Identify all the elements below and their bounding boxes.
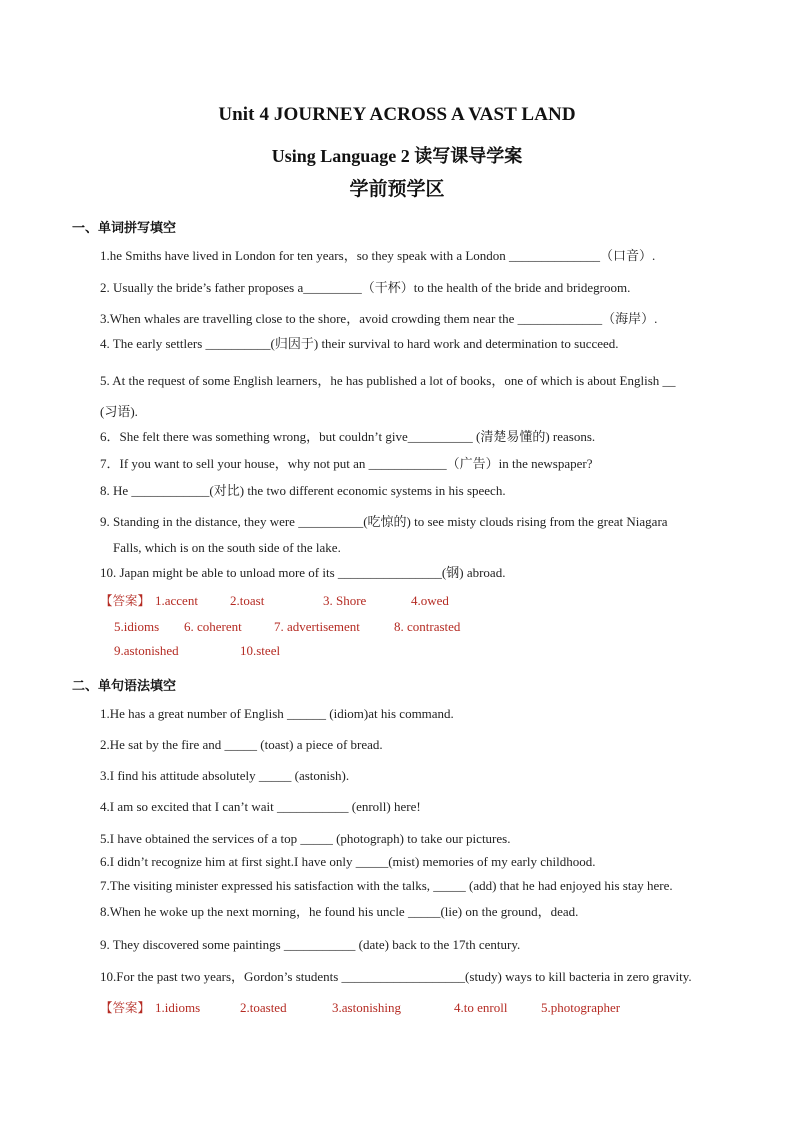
worksheet-subtitle: Using Language 2 读写课导学案 [271, 146, 523, 166]
part1-item-7: 7．If you want to sell your house，why not put an ____________（广告）in the newspaper? [100, 456, 593, 471]
part1-answer-1: 1.accent [155, 593, 198, 608]
part1-answer-5: 5.idioms [114, 619, 160, 634]
part2-item-10: 10.For the past two years，Gordon’s students ___________________(study) ways to kill bacteria in zero gravity. [100, 969, 692, 984]
part2-item-4: 4.I am so excited that I can’t wait ___________ (enroll) here! [100, 799, 421, 814]
part1-answer-8: 8. contrasted [394, 619, 461, 634]
part1-answer-7: 7. advertisement [274, 619, 360, 634]
part1-item-4: 4. The early settlers __________(归因于) their survival to hard work and determination to succeed. [100, 336, 619, 351]
part1-answer-3: 3. Shore [323, 593, 367, 608]
part1-item-6: 6．She felt there was something wrong，but couldn’t give__________ (清楚易懂的) reasons. [100, 429, 596, 444]
part2-item-7: 7.The visiting minister expressed his satisfaction with the talks, _____ (add) that he had enjoyed his stay here. [100, 878, 673, 893]
part1-item-9-cont: Falls, which is on the south side of the lake. [113, 540, 341, 555]
part1-heading: 一、单词拼写填空 [72, 221, 177, 236]
part1-answer-6: 6. coherent [184, 619, 242, 634]
part2-answer-1: 1.idioms [155, 1000, 201, 1015]
part1-item-5: 5. At the request of some English learners，he has published a lot of books，one of which is about English __ [100, 373, 676, 388]
part1-answer-4: 4.owed [411, 593, 449, 608]
part1-answer-10: 10.steel [240, 643, 281, 658]
part1-item-5-cont: (习语). [100, 404, 138, 419]
part2-answer-5: 5.photographer [541, 1000, 621, 1015]
part2-heading: 二、单句语法填空 [72, 679, 177, 694]
part2-item-2: 2.He sat by the fire and _____ (toast) a piece of bread. [100, 737, 383, 752]
part1-answer-label: 【答案】 [100, 593, 151, 608]
section-title: 学前预学区 [349, 179, 445, 200]
part2-item-6: 6.I didn’t recognize him at first sight.I have only _____(mist) memories of my early childhood. [100, 854, 596, 869]
part1-item-2: 2. Usually the bride’s father proposes a_________（干杯）to the health of the bride and bridegroom. [100, 280, 631, 295]
part1-item-10: 10. Japan might be able to unload more of its ________________(钢) abroad. [100, 565, 506, 580]
part1-item-8: 8. He ____________(对比) the two different economic systems in his speech. [100, 483, 506, 498]
part2-item-1: 1.He has a great number of English ______ (idiom)at his command. [100, 706, 454, 721]
part2-item-5: 5.I have obtained the services of a top _____ (photograph) to take our pictures. [100, 831, 511, 846]
part1-answer-2: 2.toast [230, 593, 265, 608]
worksheet-title: Unit 4 JOURNEY ACROSS A VAST LAND [218, 104, 576, 125]
part2-item-8: 8.When he woke up the next morning，he found his uncle _____(lie) on the ground，dead. [100, 904, 579, 919]
part2-answer-2: 2.toasted [240, 1000, 287, 1015]
part1-answer-9: 9.astonished [114, 643, 179, 658]
part2-item-3: 3.I find his attitude absolutely _____ (astonish). [100, 768, 350, 783]
part1-item-3: 3.When whales are travelling close to the shore，avoid crowding them near the _____________（海岸）. [100, 311, 658, 326]
part2-item-9: 9. They discovered some paintings ___________ (date) back to the 17th century. [100, 937, 521, 952]
part1-item-1: 1.he Smiths have lived in London for ten years，so they speak with a London ______________（口音）. [100, 248, 656, 263]
part2-answer-label: 【答案】 [100, 1000, 151, 1015]
part1-item-9: 9. Standing in the distance, they were __________(吃惊的) to see misty clouds rising from the great Niagara [100, 514, 668, 529]
part2-answer-4: 4.to enroll [454, 1000, 508, 1015]
part2-answer-3: 3.astonishing [332, 1000, 401, 1015]
